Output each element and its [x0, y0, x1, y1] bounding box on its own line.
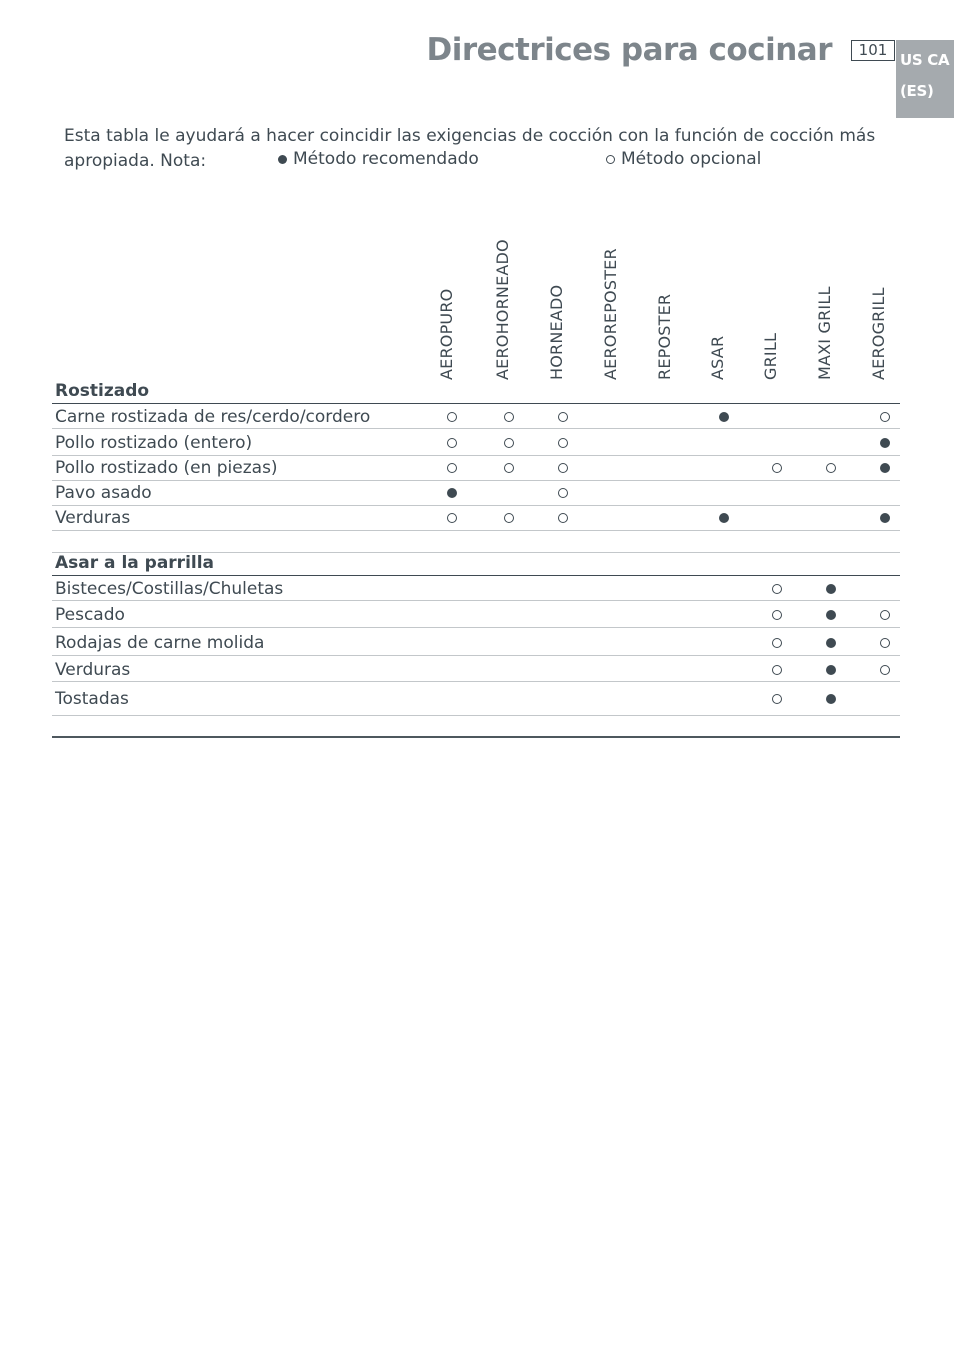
recommended-dot-icon: [719, 513, 729, 523]
legend-recommended-label: Método recomendado: [293, 149, 479, 169]
column-header-label: MAXI GRILL: [815, 286, 834, 380]
region-tab: [896, 40, 954, 118]
legend-optional-label: Método opcional: [621, 149, 762, 169]
optional-circle-icon: [880, 665, 890, 675]
recommended-dot-icon: [826, 694, 836, 704]
optional-circle-icon: [558, 438, 568, 448]
optional-circle-icon: [504, 412, 514, 422]
optional-circle-icon: [772, 463, 782, 473]
recommended-dot-icon: [880, 463, 890, 473]
optional-circle-icon: [826, 463, 836, 473]
row-label: Pavo asado: [55, 483, 152, 503]
recommended-dot-icon: [880, 513, 890, 523]
optional-circle-icon: [447, 513, 457, 523]
row-divider: [52, 480, 900, 481]
recommended-dot-icon: [826, 638, 836, 648]
row-divider: [52, 627, 900, 628]
row-divider: [52, 505, 900, 506]
optional-circle-icon: [447, 438, 457, 448]
column-header-label: AEROREPOSTER: [601, 248, 620, 380]
row-label: Bisteces/Costillas/Chuletas: [55, 579, 284, 599]
optional-circle-icon: [772, 584, 782, 594]
column-header-label: GRILL: [761, 332, 780, 380]
intro-line-1: Esta tabla le ayudará a hacer coincidir las exigencias de cocción con la función de cocción más: [64, 126, 876, 146]
optional-circle-icon: [504, 463, 514, 473]
optional-circle-icon: [772, 638, 782, 648]
column-header-label: AEROPURO: [437, 288, 456, 380]
optional-circle-icon: [504, 513, 514, 523]
optional-circle-icon: [558, 513, 568, 523]
region-tab-line1: US CA: [900, 51, 950, 69]
recommended-dot-icon: [880, 438, 890, 448]
recommended-dot-icon: [826, 610, 836, 620]
row-divider: [52, 715, 900, 716]
intro-line-2: apropiada. Nota:: [64, 151, 207, 171]
optional-circle-icon: [772, 610, 782, 620]
column-header-label: AEROGRILL: [869, 287, 888, 380]
column-header-label: HORNEADO: [547, 284, 566, 380]
table-bottom-rule: [52, 736, 900, 738]
row-divider: [52, 455, 900, 456]
row-divider: [52, 681, 900, 682]
row-label: Rodajas de carne molida: [55, 632, 265, 653]
recommended-dot-icon: [826, 665, 836, 675]
row-label: Carne rostizada de res/cerdo/cordero: [55, 407, 371, 427]
row-label: Verduras: [55, 508, 131, 528]
optional-circle-icon: [772, 665, 782, 675]
optional-circle-icon: [880, 412, 890, 422]
row-divider: [52, 600, 900, 601]
recommended-dot-icon: [719, 412, 729, 422]
row-label: Tostadas: [55, 689, 129, 709]
section-title: Rostizado: [55, 381, 150, 401]
row-label: Verduras: [55, 659, 131, 680]
optional-circle-icon: [880, 638, 890, 648]
page-title: Directrices para cocinar: [426, 32, 832, 68]
optional-circle-icon: [558, 463, 568, 473]
section-title: Asar a la parrilla: [55, 553, 215, 573]
recommended-dot-icon: [826, 584, 836, 594]
filled-dot-icon: [278, 155, 287, 164]
section-rule: [52, 575, 900, 576]
row-label: Pollo rostizado (entero): [55, 432, 253, 453]
recommended-dot-icon: [447, 488, 457, 498]
row-divider: [52, 655, 900, 656]
open-circle-icon: [606, 155, 615, 164]
row-divider: [52, 530, 900, 531]
row-divider: [52, 428, 900, 429]
optional-circle-icon: [447, 463, 457, 473]
row-label: Pescado: [55, 605, 125, 625]
legend-recommended: [278, 149, 479, 169]
optional-circle-icon: [772, 694, 782, 704]
optional-circle-icon: [558, 412, 568, 422]
page-number: 101: [851, 40, 895, 61]
optional-circle-icon: [880, 610, 890, 620]
region-tab-line2: (ES): [900, 82, 934, 100]
legend-optional: [606, 149, 761, 169]
section-rule: [52, 403, 900, 404]
column-header-label: ASAR: [708, 335, 727, 380]
optional-circle-icon: [558, 488, 568, 498]
column-header-label: AEROHORNEADO: [493, 239, 512, 380]
column-header-label: REPOSTER: [655, 293, 674, 380]
row-label: Pollo rostizado (en piezas): [55, 458, 278, 478]
optional-circle-icon: [504, 438, 514, 448]
optional-circle-icon: [447, 412, 457, 422]
